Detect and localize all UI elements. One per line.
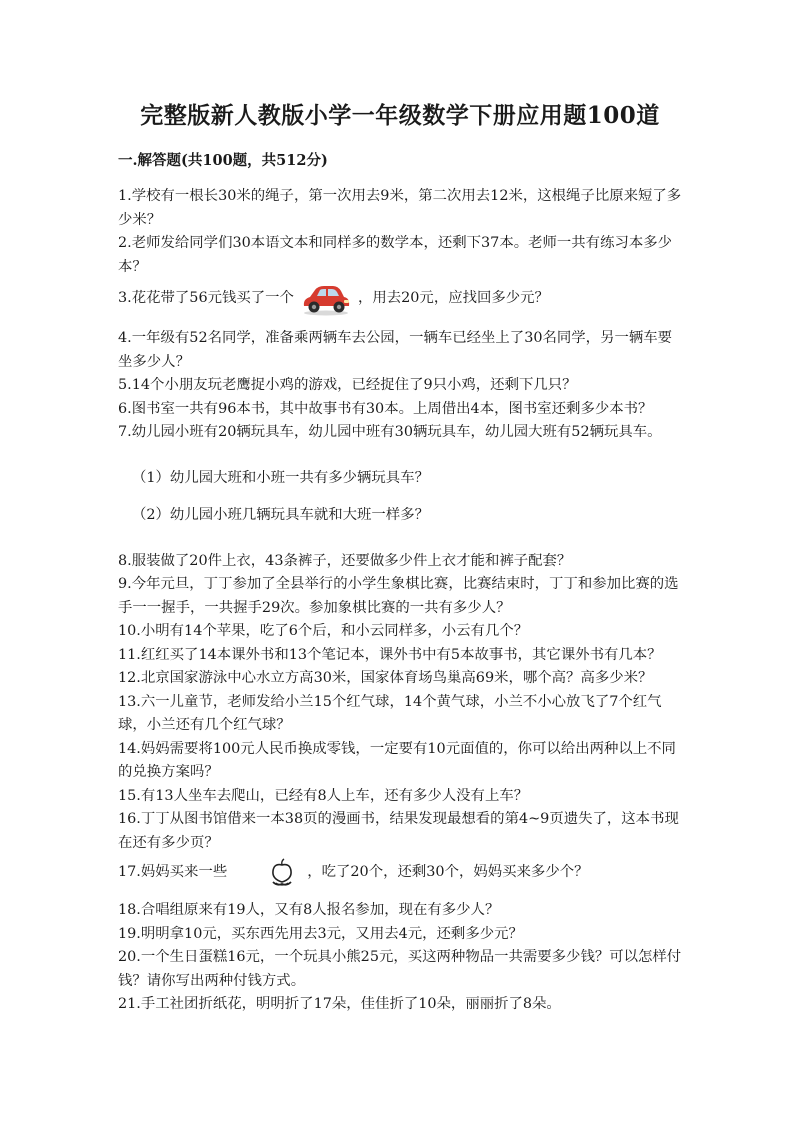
question-3-text-after: ，用去20元，应找回多少元？ <box>357 290 549 307</box>
question-21: 21.手工社团折纸花，明明折了17朵，佳佳折了10朵，丽丽折了8朵。 <box>118 996 561 1012</box>
question-17 <box>118 855 684 891</box>
question-8: 8.服装做了20件上衣，43条裤子，还要做多少件上衣才能和裤子配套？ <box>118 552 572 569</box>
question-17-text-before: 17.妈妈买来一些 <box>118 864 228 881</box>
peach-outline-icon <box>267 858 297 888</box>
question-1: 1.学校有一根长30米的绳子，第一次用去9米，第二次用去12米，这根绳子比原来短了多少米？ <box>118 188 682 228</box>
toy-car-icon <box>300 282 352 316</box>
question-14: 14.妈妈需要将100元人民币换成零钱，一定要有10元面值的，你可以给出两种以上不同的兑换方案吗？ <box>118 740 676 780</box>
page-title: 完整版新人教版小学一年级数学下册应用题100道 <box>140 102 660 129</box>
question-4: 4.一年级有52名同学，准备乘两辆车去公园，一辆车已经坐上了30名同学，另一辆车要坐多少人？ <box>118 330 673 370</box>
question-17-text-after: ，吃了20个，还剩30个，妈妈买来多少个？ <box>307 864 589 881</box>
question-13: 13.六一儿童节，老师发给小兰15个红气球，14个黄气球，小兰不小心放飞了7个红气球，小兰还有几个红气球？ <box>118 693 662 733</box>
question-18: 18.合唱组原来有19人，又有8人报名参加，现在有多少人？ <box>118 902 500 918</box>
section-heading: 一.解答题(共100题，共512分) <box>118 152 328 169</box>
question-2: 2.老师发给同学们30本语文本和同样多的数学本，还剩下37本。老师一共有练习本多少本？ <box>118 235 673 275</box>
question-12: 12.北京国家游泳中心水立方高30米，国家体育场鸟巢高69米，哪个高？高多少米？ <box>118 670 653 686</box>
question-20: 20.一个生日蛋糕16元，一个玩具小熊25元，买这两种物品一共需要多少钱？可以怎样付钱？请你写出两种付钱方式。 <box>118 949 682 989</box>
question-11: 11.红红买了14本课外书和13个笔记本，课外书中有5本故事书，其它课外书有几本？ <box>118 646 662 663</box>
question-list <box>118 185 684 1017</box>
question-7: 7.幼儿园小班有20辆玩具车，幼儿园中班有30辆玩具车，幼儿园大班有52辆玩具车。 <box>118 424 662 440</box>
question-3 <box>118 279 684 319</box>
question-9: 9.今年元旦，丁丁参加了全县举行的小学生象棋比赛，比赛结束时，丁丁和参加比赛的选手一一握手，一共握手29次。参加象棋比赛的一共有多少人？ <box>118 576 679 616</box>
question-3-text-before: 3.花花带了56元钱买了一个 <box>118 290 294 307</box>
question-10: 10.小明有14个苹果，吃了6个后，和小云同样多，小云有几个？ <box>118 623 529 639</box>
question-7-part-2: （2）幼儿园小班几辆玩具车就和大班一样多？ <box>132 507 429 523</box>
question-16: 16.丁丁从图书馆借来一本38页的漫画书，结果发现最想看的第4~9页遗失了，这本书现在还有多少页？ <box>118 811 679 851</box>
question-15: 15.有13人坐车去爬山，已经有8人上车，还有多少人没有上车？ <box>118 787 529 804</box>
question-7-part-1: （1）幼儿园大班和小班一共有多少辆玩具车？ <box>132 469 429 486</box>
question-6: 6.图书室一共有96本书，其中故事书有30本。上周借出4本，图书室还剩多少本书？ <box>118 400 653 417</box>
question-19: 19.明明拿10元，买东西先用去3元，又用去4元，还剩多少元？ <box>118 925 523 942</box>
question-5: 5.14个小朋友玩老鹰捉小鸡的游戏，已经捉住了9只小鸡，还剩下几只？ <box>118 377 577 393</box>
